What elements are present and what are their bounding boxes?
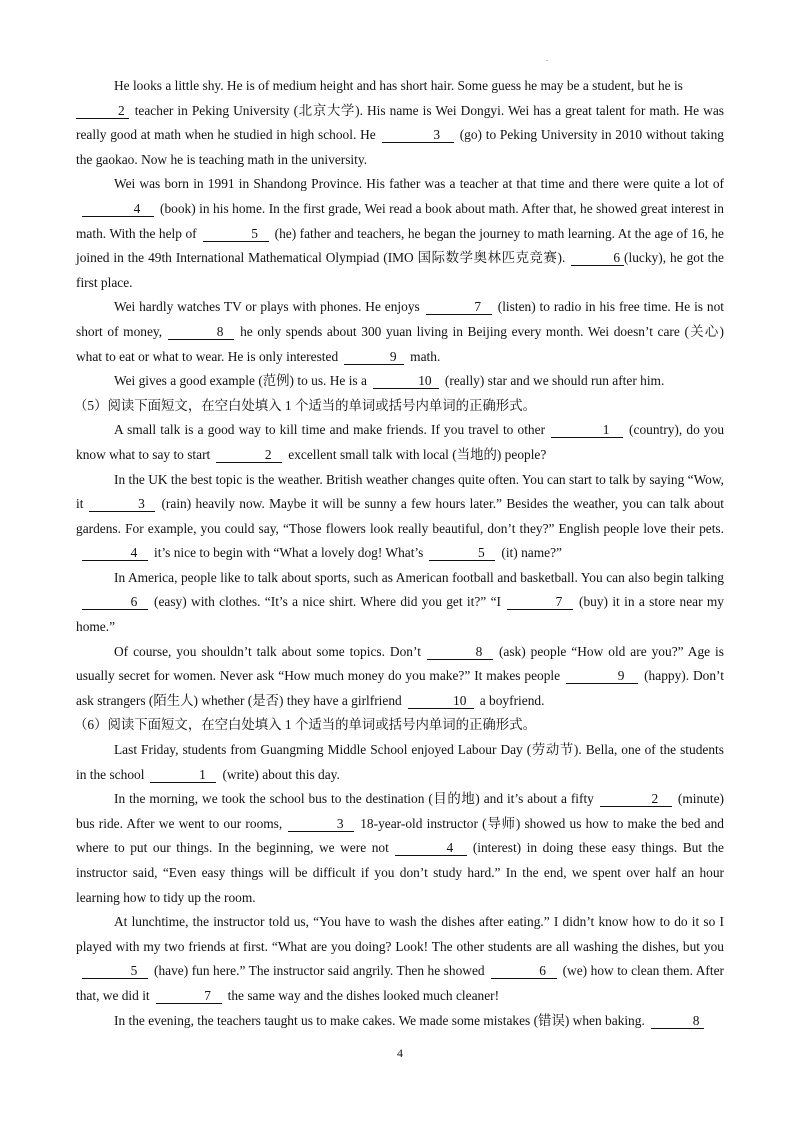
passage4-paragraph-4: Wei gives a good example (范例) to us. He is a 10 (really) star and we should run after him.	[114, 373, 665, 389]
blank-3[interactable]: 3	[382, 127, 454, 143]
blank-7[interactable]: 7	[426, 299, 492, 315]
blank-3[interactable]: 3	[89, 496, 155, 512]
section5-instructions: （5）阅读下面短文，在空白处填入 1 个适当的单词或括号内单词的正确形式。	[74, 397, 536, 413]
blank-10[interactable]: 10	[408, 693, 474, 709]
blank-5[interactable]: 5	[429, 545, 495, 561]
blank-6[interactable]: 6	[491, 963, 557, 979]
blank-9[interactable]: 9	[344, 349, 404, 365]
blank-8[interactable]: 8	[427, 644, 493, 660]
section6-instructions: （6）阅读下面短文，在空白处填入 1 个适当的单词或括号内单词的正确形式。	[74, 717, 536, 733]
blank-5[interactable]: 5	[203, 226, 269, 242]
blank-2[interactable]: 2	[216, 447, 282, 463]
passage4-paragraph-2: Wei was born in 1991 in Shandong Province. His father was a teacher at that time and there were quite a lot of4 (book) in his home. In the first grade, Wei read a book about math. After that, he showed great interest in math. With the help of 5 (he) father and teachers, he began the journey to math learning. At the age of 16, he joined in the 49th International Mathematical Olympiad (IMO 国际数学奥林匹克竞赛). 6 (lucky), he got the first place.	[76, 176, 725, 290]
blank-7[interactable]: 7	[156, 988, 222, 1004]
passage4-paragraph-1: He looks a little shy. He is of medium height and has short hair. Some guess he may be a student, but he is 2 teacher in Peking University (北京大学). His name is Wei Dongyi. Wei has a great talent for math. He was really good at math when he studied in high school. He 3 (go) to Peking University in 2010 without taking the gaokao. Now he is teaching math in the university.	[76, 78, 724, 167]
passage4-paragraph-3: Wei hardly watches TV or plays with phones. He enjoys 7 (listen) to radio in his free time. He is not short of money, 8 he only spends about 300 yuan living in Beijing every month. Wei doesn’t care (关心) what to eat or what to wear. He is only interested 9 math.	[76, 299, 724, 364]
section5-paragraph-2: In the UK the best topic is the weather. British weather changes quite often. You can start to talk by saying “Wow, it 3 (rain) heavily now. Maybe it will be sunny a few hours later.” Besides the weather, you can talk about gardens. For example, you could say, “Those flowers look really beautiful, don’t they?” English people love their pets.4 it’s nice to begin with “What a lovely dog! What’s 5 (it) name?”	[76, 471, 724, 561]
section5-paragraph-4: Of course, you shouldn’t talk about some topics. Don’t 8 (ask) people “How old are you?” Age is usually secret for women. Never ask “How much money do you make?” It makes people 9 (happy). Don’t ask strangers (陌生人) whether (是否) they have a girlfriend 10 a boyfriend.	[76, 643, 724, 708]
blank-7[interactable]: 7	[507, 594, 573, 610]
blank-9[interactable]: 9	[566, 668, 638, 684]
blank-4[interactable]: 4	[82, 545, 148, 561]
blank-5[interactable]: 5	[82, 963, 148, 979]
section6-paragraph-1: Last Friday, students from Guangming Middle School enjoyed Labour Day (劳动节). Bella, one of the students in the school 1 (write) about this day.	[76, 742, 724, 782]
document-body	[76, 74, 724, 1033]
blank-10[interactable]: 10	[373, 373, 439, 389]
section5-paragraph-3: In America, people like to talk about sports, such as American football and basketball. You can also begin talking6 (easy) with clothes. “It’s a nice shirt. Where did you get it?” “I 7 (buy) it in a store near my home.”	[76, 569, 724, 635]
blank-4[interactable]: 4	[82, 201, 154, 217]
blank-8[interactable]: 8	[168, 324, 234, 340]
blank-3[interactable]: 3	[288, 816, 354, 832]
blank-1[interactable]: 1	[150, 767, 216, 783]
section6-paragraph-3: At lunchtime, the instructor told us, “You have to wash the dishes after eating.” I didn’t know how to do it so I played with my two friends at first. “What are you doing? Look! The other students are all washing the dishes, but you5 (have) fun here.” The instructor said angrily. Then he showed 6 (we) how to clean them. After that, we did it 7 the same way and the dishes looked much cleaner!	[76, 914, 724, 1003]
section5-paragraph-1: A small talk is a good way to kill time and make friends. If you travel to other 1 (country), do you know what to say to start 2 excellent small talk with local (当地的) people?	[76, 422, 725, 462]
section6-paragraph-4: In the evening, the teachers taught us to make cakes. We made some mistakes (错误) when baking. 8	[76, 1009, 724, 1034]
scan-speck	[546, 60, 548, 61]
section6-paragraph-2: In the morning, we took the school bus to the destination (目的地) and it’s about a fifty 2 (minute) bus ride. After we went to our rooms, 3 18-year-old instructor (导师) showed us how to make the bed and where to put our things. In the beginning, we were not 4 (interest) in doing these easy things. But the instructor said, “Even easy things will be difficult if you don’t study hard.” In the end, we spent over half an hour learning how to tidy up the room.	[76, 791, 724, 905]
blank-2[interactable]: 2	[76, 103, 129, 119]
blank-4[interactable]: 4	[395, 840, 467, 856]
blank-6[interactable]: 6	[571, 250, 624, 266]
page-number: 4	[397, 1046, 403, 1060]
blank-8[interactable]: 8	[651, 1013, 704, 1029]
blank-1[interactable]: 1	[551, 422, 623, 438]
blank-2[interactable]: 2	[600, 791, 672, 807]
blank-6[interactable]: 6	[82, 594, 148, 610]
